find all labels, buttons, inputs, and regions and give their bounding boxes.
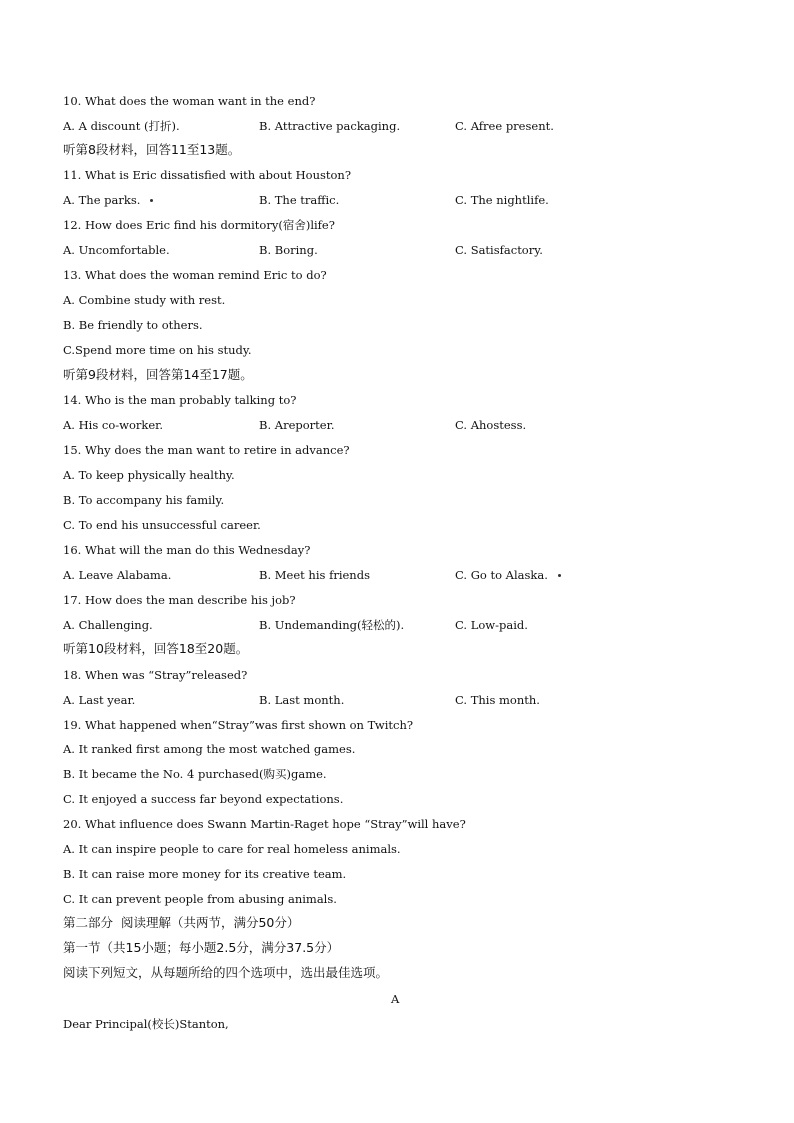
- question-20: 20. What influence does Swann Martin-Raget hope “Stray”will have?: [63, 817, 466, 831]
- option-20a: A. It can inspire people to care for real homeless animals.: [63, 842, 401, 856]
- question-14: 14. Who is the man probably talking to?: [63, 393, 297, 407]
- reading-instructions: 阅读下列短文，从每题所给的四个选项中，选出最佳选项。: [63, 965, 389, 980]
- option-15a: A. To keep physically healthy.: [63, 468, 235, 482]
- option-18a: A. Last year.: [63, 693, 136, 707]
- option-13a: A. Combine study with rest.: [63, 293, 226, 307]
- option-19c: C. It enjoyed a success far beyond expectations.: [63, 792, 344, 806]
- part-2-heading: 第二部分 阅读理解（共两节，满分50分）: [63, 915, 300, 930]
- stray-dot-mark: [558, 574, 561, 577]
- option-12b: B. Boring.: [259, 243, 318, 257]
- option-17c: C. Low-paid.: [455, 618, 528, 632]
- section-1-heading: 第一节（共15小题；每小题2.5分，满分37.5分）: [63, 940, 340, 955]
- letter-greeting: Dear Principal(校长)Stanton,: [63, 1017, 229, 1031]
- section-8-heading: 听第8段材料，回答11至13题。: [63, 142, 241, 157]
- question-17: 17. How does the man describe his job?: [63, 593, 296, 607]
- option-20b: B. It can raise more money for its creative team.: [63, 867, 347, 881]
- option-14a: A. His co-worker.: [63, 418, 164, 432]
- option-10b: B. Attractive packaging.: [259, 119, 401, 133]
- question-12: 12. How does Eric find his dormitory(宿舍)life?: [63, 218, 335, 232]
- question-19: 19. What happened when“Stray”was first shown on Twitch?: [63, 718, 414, 732]
- option-14c: C. Ahostess.: [455, 418, 527, 432]
- option-19a: A. It ranked first among the most watched games.: [63, 742, 356, 756]
- option-16b: B. Meet his friends: [259, 568, 370, 582]
- question-11: 11. What is Eric dissatisfied with about Houston?: [63, 168, 352, 182]
- option-16c-text: C. Go to Alaska.: [455, 568, 548, 582]
- option-15c: C. To end his unsuccessful career.: [63, 518, 261, 532]
- option-11c: C. The nightlife.: [455, 193, 549, 207]
- option-20c: C. It can prevent people from abusing animals.: [63, 892, 337, 906]
- question-13: 13. What does the woman remind Eric to do?: [63, 268, 327, 282]
- option-18b: B. Last month.: [259, 693, 345, 707]
- option-19b: B. It became the No. 4 purchased(购买)game.: [63, 767, 327, 781]
- section-9-heading: 听第9段材料，回答第14至17题。: [63, 367, 253, 382]
- option-15b: B. To accompany his family.: [63, 493, 225, 507]
- option-14b: B. Areporter.: [259, 418, 335, 432]
- option-12c: C. Satisfactory.: [455, 243, 543, 257]
- question-15: 15. Why does the man want to retire in advance?: [63, 443, 350, 457]
- option-10a: A. A discount (打折).: [63, 119, 180, 133]
- option-13b: B. Be friendly to others.: [63, 318, 203, 332]
- option-13c: C.Spend more time on his study.: [63, 343, 252, 357]
- option-11a-text: A. The parks.: [63, 193, 141, 207]
- option-16c: [455, 567, 561, 583]
- stray-dot-mark: [150, 199, 153, 202]
- question-10: 10. What does the woman want in the end?: [63, 94, 316, 108]
- section-10-heading: 听第10段材料，回答18至20题。: [63, 641, 249, 656]
- option-11a: [63, 192, 153, 208]
- option-16a: A. Leave Alabama.: [63, 568, 172, 582]
- option-18c: C. This month.: [455, 693, 540, 707]
- option-17a: A. Challenging.: [63, 618, 153, 632]
- passage-label: A: [391, 992, 400, 1006]
- question-18: 18. When was “Stray”released?: [63, 668, 248, 682]
- option-11b: B. The traffic.: [259, 193, 340, 207]
- option-10c: C. Afree present.: [455, 119, 554, 133]
- option-17b: B. Undemanding(轻松的).: [259, 618, 405, 632]
- question-16: 16. What will the man do this Wednesday?: [63, 543, 311, 557]
- option-12a: A. Uncomfortable.: [63, 243, 170, 257]
